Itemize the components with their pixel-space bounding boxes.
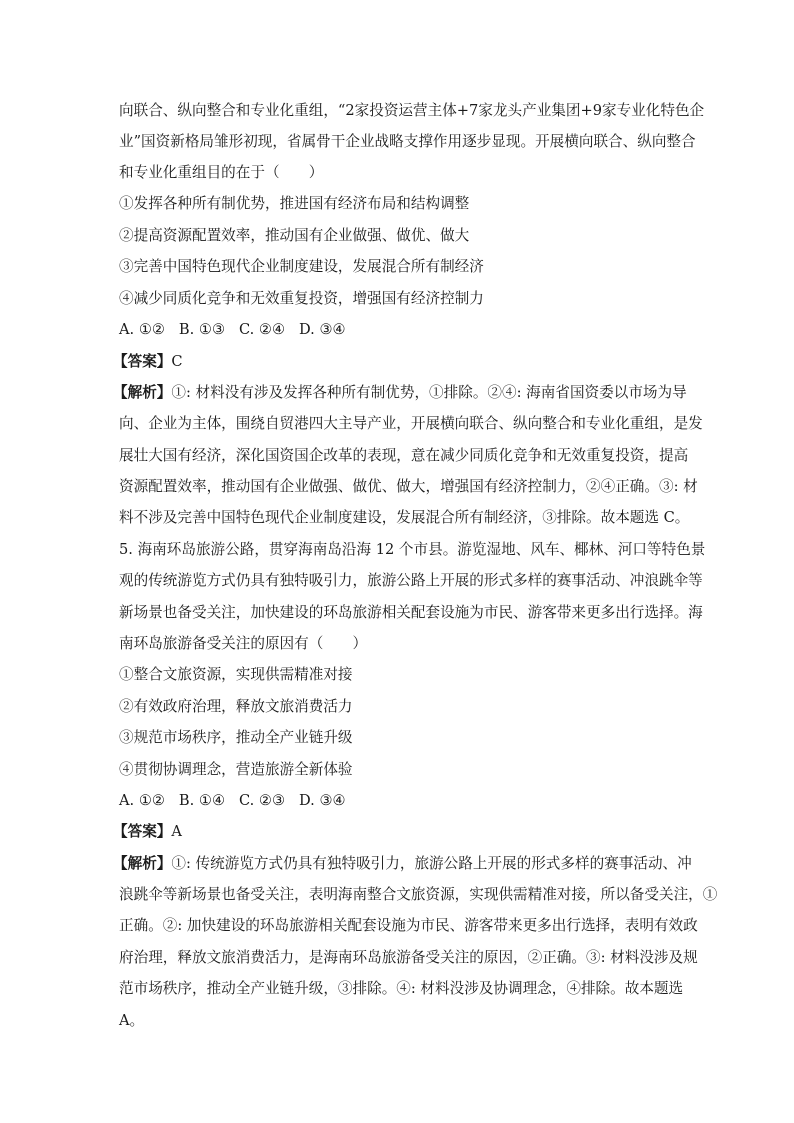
q5-analysis-line: 正确。②: 加快建设的环岛旅游相关配套设施为市民、游客带来更多出行选择，表明有效政 <box>119 917 698 934</box>
q4-option-4: ④减少同质化竞争和无效重复投资，增强国有经济控制力 <box>119 290 484 307</box>
q5-option-4: ④贯彻协调理念，营造旅游全新体验 <box>119 761 353 778</box>
q4-option-1: ①发挥各种所有制优势，推进国有经济布局和结构调整 <box>119 195 470 212</box>
q5-stem-line: 新场景也备受关注，加快建设的环岛旅游相关配套设施为市民、游客带来更多出行选择。海 <box>119 604 703 621</box>
q5-option-1: ①整合文旅资源，实现供需精准对接 <box>119 666 353 683</box>
q4-analysis-line: 向、企业为主体，围绕自贸港四大主导产业，开展横向联合、纵向整合和专业化重组，是发 <box>119 415 703 432</box>
q5-analysis-line: A。 <box>119 1012 145 1029</box>
q5-analysis-line: 府治理，释放文旅消费活力，是海南环岛旅游备受关注的原因，②正确。③: 材料没涉及规 <box>119 949 698 966</box>
q5-option-2: ②有效政府治理，释放文旅消费活力 <box>119 698 353 715</box>
answer-value: A <box>171 823 182 840</box>
q4-answer <box>113 352 673 372</box>
q4-analysis-line: 展壮大国有经济，深化国资国企改革的表现，意在减少同质化竞争和无效重复投资，提高 <box>119 447 689 464</box>
analysis-text: ①: 材料没有涉及发挥各种所有制优势，①排除。②④: 海南省国资委以市场为导 <box>171 384 687 401</box>
q4-choices: A. ①② B. ①③ C. ②④ D. ③④ <box>119 321 346 338</box>
analysis-label: 【解析】 <box>113 384 172 401</box>
q5-analysis-line <box>113 854 692 874</box>
q5-stem-line: 观的传统游览方式仍具有独特吸引力，旅游公路上开展的形式多样的赛事活动、冲浪跳伞等 <box>119 572 703 589</box>
analysis-text: ①: 传统游览方式仍具有独特吸引力，旅游公路上开展的形式多样的赛事活动、冲 <box>171 855 692 872</box>
q5-choices: A. ①② B. ①④ C. ②③ D. ③④ <box>119 792 346 809</box>
q5-analysis-line: 浪跳伞等新场景也备受关注，表明海南整合文旅资源，实现供需精准对接，所以备受关注，① <box>119 886 718 903</box>
q4-stem-line: 业”国资新格局雏形初现，省属骨干企业战略支撑作用逐步显现。开展横向联合、纵向整合 <box>119 133 696 150</box>
q5-stem-line: 5. 海南环岛旅游公路，贯穿海南岛沿海 12 个市县。游览湿地、风车、椰林、河口等特色景 <box>119 541 706 558</box>
q4-analysis-line <box>113 383 687 403</box>
q5-stem-line: 南环岛旅游备受关注的原因有（ ） <box>119 635 368 652</box>
q4-option-2: ②提高资源配置效率，推动国有企业做强、做优、做大 <box>119 227 470 244</box>
answer-value: C <box>171 353 183 370</box>
q4-analysis-line: 资源配置效率，推动国有企业做强、做优、做大，增强国有经济控制力，②④正确。③: 材 <box>119 478 698 495</box>
q4-stem-line: 向联合、纵向整合和专业化重组，“2家投资运营主体+7家龙头产业集团+9家专业化特色企 <box>119 102 705 119</box>
q5-option-3: ③规范市场秩序，推动全产业链升级 <box>119 729 353 746</box>
q4-stem-line: 和专业化重组目的在于（ ） <box>119 164 324 181</box>
answer-label: 【答案】 <box>113 353 172 370</box>
q4-analysis-line: 料不涉及完善中国特色现代企业制度建设，发展混合所有制经济，③排除。故本题选 C。 <box>119 509 690 526</box>
q5-answer <box>113 822 673 842</box>
analysis-label: 【解析】 <box>113 855 172 872</box>
answer-label: 【答案】 <box>113 823 172 840</box>
q5-analysis-line: 范市场秩序，推动全产业链升级，③排除。④: 材料没涉及协调理念，④排除。故本题选 <box>119 980 684 997</box>
q4-option-3: ③完善中国特色现代企业制度建设，发展混合所有制经济 <box>119 258 484 275</box>
